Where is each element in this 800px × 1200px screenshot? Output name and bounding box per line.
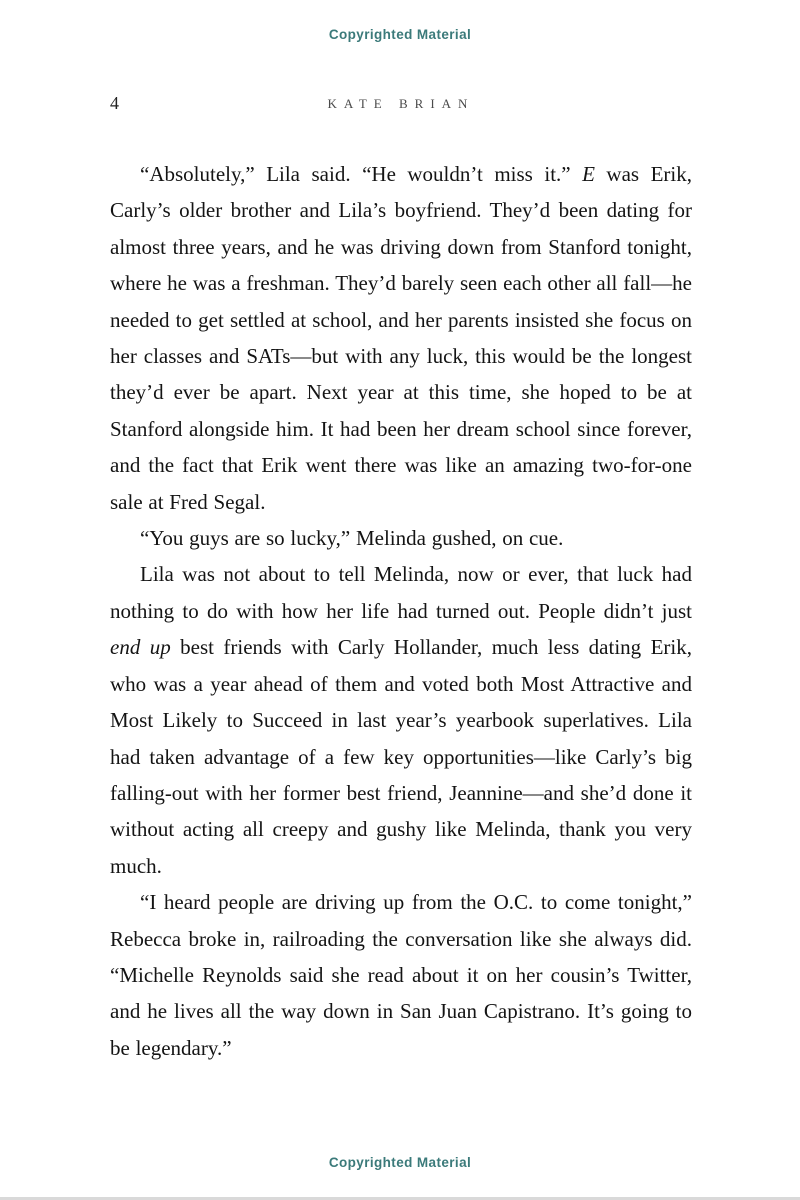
running-header: KATE BRIAN	[327, 96, 475, 111]
text-run: best friends with Carly Hollander, much less dating Erik, who was a year ahead of them and voted both Most Attractive and Most Likely to Succeed in last year’s yearbook superlatives. Lila had taken advantage of a few key opportunities—like Carly’s big falling-out with her former best friend, Jeannine—and she’d done it without acting all creepy and gushy like Melinda, thank you very much.	[110, 635, 692, 878]
text-run: “You guys are so lucky,” Melinda gushed, on cue.	[140, 526, 564, 551]
text-run: Lila was not about to tell Melinda, now or ever, that luck had nothing to do with how her life had turned out. People didn’t just	[110, 562, 692, 623]
paragraph	[110, 556, 692, 884]
paragraph	[110, 520, 692, 556]
paragraph	[110, 884, 692, 1066]
text-run: “I heard people are driving up from the O.C. to come tonight,” Rebecca broke in, railroading the conversation like she always did. “Michelle Reynolds said she read about it on her cousin’s Twitter, and he lives all the way down in San Juan Capistrano. It’s going to be legendary.”	[110, 890, 692, 1060]
text-run-italic: E	[582, 162, 595, 186]
text-run: was Erik, Carly’s older brother and Lila’s boyfriend. They’d been dating for almost three years, and he was driving down from Stanford tonight, where he was a freshman. They’d barely seen each other all fall—he needed to get settled at school, and her parents insisted she focus on her classes and SATs—but with any luck, this would be the longest they’d ever be apart. Next year at this time, she hoped to be at Stanford alongside him. It had been her dream school since forever, and the fact that Erik went there was like an amazing two-for-one sale at Fred Segal.	[110, 162, 692, 514]
text-run-italic: end up	[110, 635, 171, 660]
text-run: “Absolutely,” Lila said. “He wouldn’t miss it.”	[140, 162, 583, 186]
body-text	[110, 156, 692, 1066]
page-number: 4	[110, 93, 119, 113]
page-header	[110, 93, 692, 115]
copyright-notice-bottom: Copyrighted Material	[328, 1155, 472, 1170]
paragraph	[110, 156, 692, 520]
copyright-notice-top: Copyrighted Material	[328, 27, 472, 42]
